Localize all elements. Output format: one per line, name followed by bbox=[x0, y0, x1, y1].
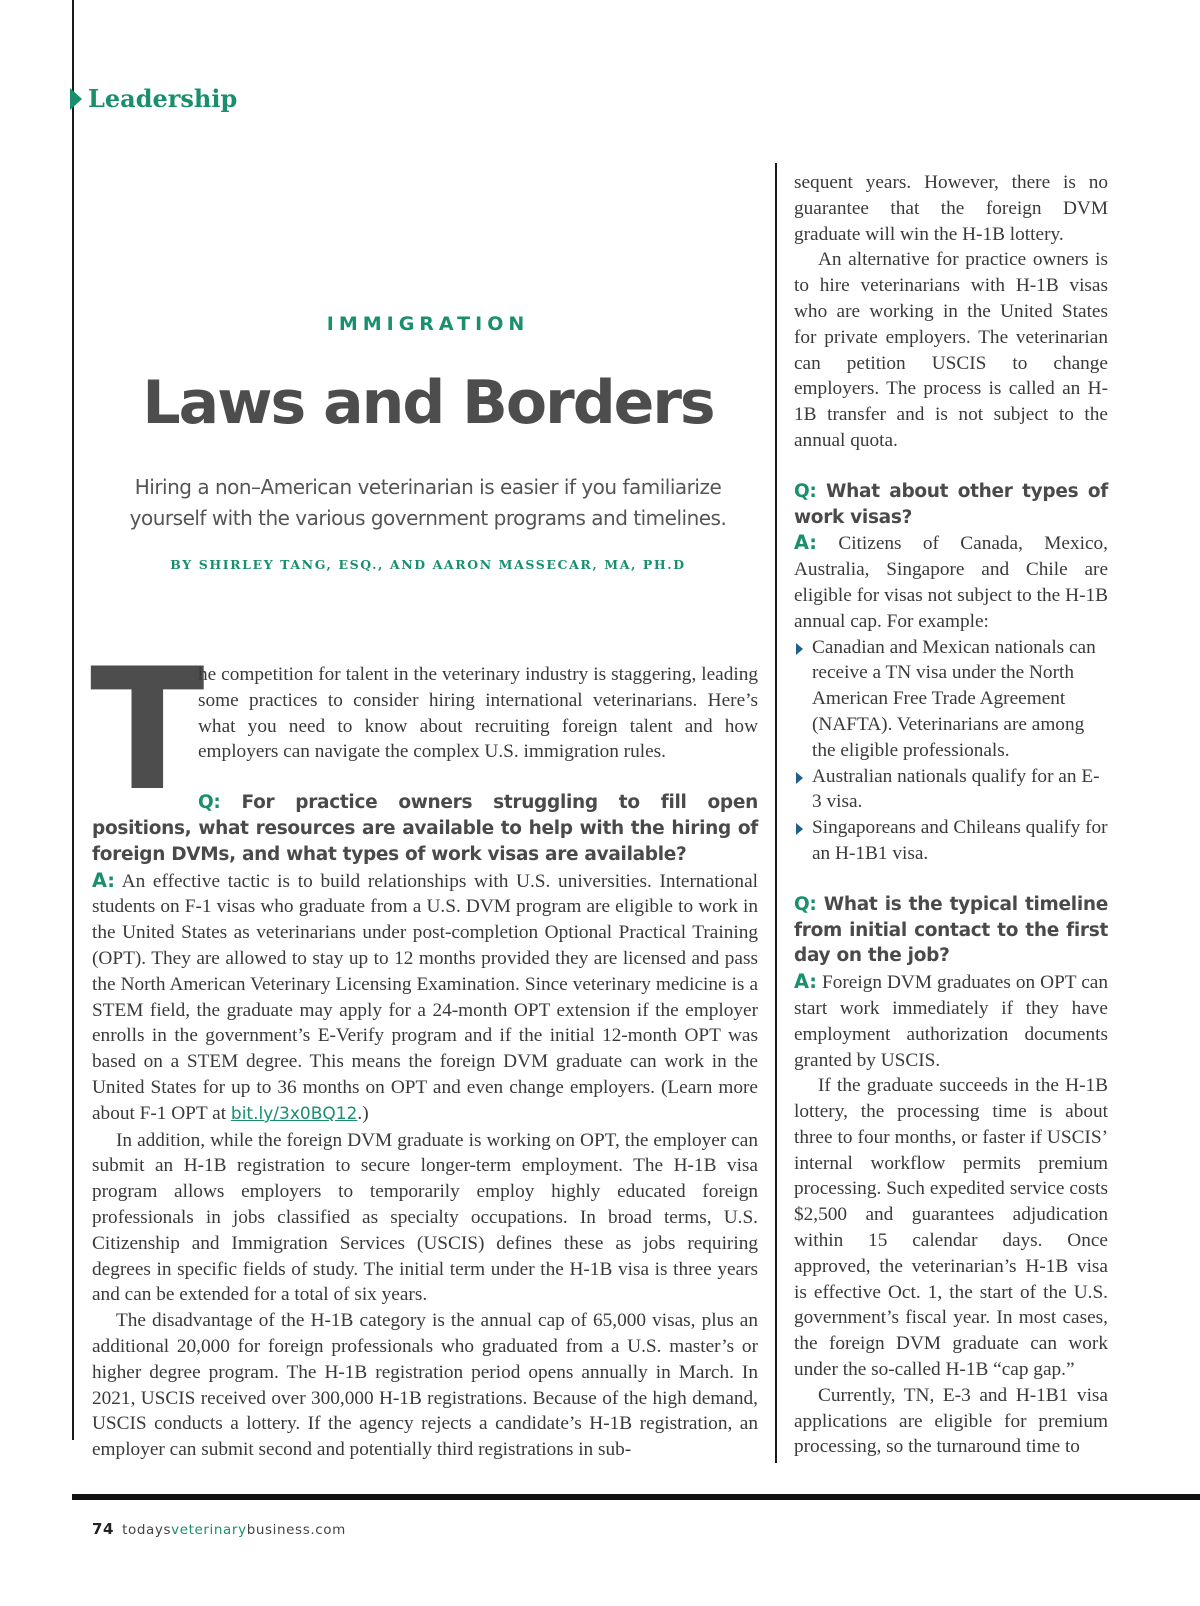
left-margin-rule bbox=[72, 0, 74, 1440]
premium-paragraph: Currently, TN, E-3 and H-1B1 visa applications are eligible for premium processing, so the turnaround time to bbox=[794, 1384, 1108, 1458]
a-marker: A: bbox=[794, 531, 817, 555]
play-triangle-icon bbox=[70, 88, 82, 110]
answer-1-close: .) bbox=[357, 1102, 369, 1124]
question-3-text: What is the typical timeline from initial contact to the first day on the job? bbox=[794, 893, 1108, 967]
opt-link[interactable]: bit.ly/3x0BQ12 bbox=[230, 1103, 358, 1124]
answer-2 bbox=[794, 530, 1108, 634]
answer-1 bbox=[92, 868, 758, 1128]
a-marker: A: bbox=[794, 970, 817, 994]
page-number: 74 bbox=[92, 1520, 115, 1538]
kicker: IMMIGRATION bbox=[326, 313, 530, 335]
q-marker: Q: bbox=[794, 480, 817, 502]
footer-rule bbox=[72, 1494, 1200, 1500]
byline: BY SHIRLEY TANG, ESQ., AND AARON MASSECAR, MA, PH.D bbox=[170, 557, 686, 572]
column-divider bbox=[775, 163, 777, 1463]
list-item: Canadian and Mexican nationals can receive a TN visa under the North American Free Trade Agreement (NAFTA). Veterinarians are among the eligible professionals. bbox=[794, 635, 1108, 764]
list-item: Singaporeans and Chileans qualify for an H-1B1 visa. bbox=[794, 815, 1108, 867]
section-label: Leadership bbox=[88, 84, 238, 113]
section-tag bbox=[72, 84, 237, 113]
visa-list bbox=[794, 635, 1108, 867]
question-3 bbox=[794, 892, 1108, 969]
q-marker: Q: bbox=[794, 893, 817, 915]
question-2 bbox=[794, 479, 1108, 531]
question-2-text: What about other types of work visas? bbox=[794, 480, 1108, 528]
right-column bbox=[794, 170, 1108, 1460]
left-column bbox=[90, 632, 758, 1463]
answer-2-text: Citizens of Canada, Mexico, Australia, Singapore and Chile are eligible for visas not subject to the H-1B annual cap. For example: bbox=[794, 533, 1108, 632]
answer-3-text: Foreign DVM graduates on OPT can start work immediately if they have employment authorization documents granted by USCIS. bbox=[794, 972, 1108, 1071]
site-highlight: veterinary bbox=[171, 1522, 247, 1538]
continuation-paragraph: sequent years. However, there is no guarantee that the foreign DVM graduate will win the H-1B lottery. bbox=[794, 172, 1108, 245]
answer-3 bbox=[794, 969, 1108, 1073]
deck: Hiring a non–American veterinarian is easier if you familiarize yourself with the various government programs and timelines. bbox=[129, 475, 727, 530]
site-suffix: business.com bbox=[246, 1522, 346, 1538]
site-prefix: todays bbox=[122, 1522, 172, 1538]
q-marker: Q: bbox=[198, 792, 221, 814]
question-1-text: For practice owners struggling to fill open positions, what resources are available to help with the hiring of foreign DVMs, and what types of work visas are available? bbox=[92, 792, 758, 865]
answer-1-text: An effective tactic is to build relationships with U.S. universities. International students on F-1 visas who graduate from a U.S. DVM program are eligible to work in the United States as veterinarians under post-completion Optional Practical Training (OPT). They are allowed to stay up to 12 months provided they are licensed and pass the North American Veterinary Licensing Examination. Since veterinary medicine is a STEM field, the graduate may apply for a 24-month OPT extension if the employer enrolls in the government’s E-Verify program and if the initial 12-month OPT was based on a STEM degree. This means the foreign DVM graduate can work in the United States for up to 36 months on OPT and even change employers. (Learn more about F-1 OPT at bbox=[92, 870, 758, 1124]
list-item: Australian nationals qualify for an E-3 visa. bbox=[794, 764, 1108, 816]
headline: Laws and Borders bbox=[142, 368, 714, 438]
page-footer bbox=[92, 1520, 346, 1538]
a-marker: A: bbox=[92, 868, 115, 892]
alternative-paragraph: An alternative for practice owners is to hire veterinarians with H-1B visas who are working in the United States for private employers. The veterinarian can petition USCIS to change employers. The process is called an H-1B transfer and is not subject to the annual quota. bbox=[794, 249, 1108, 451]
drop-cap: T bbox=[90, 632, 205, 828]
paragraph-2: In addition, while the foreign DVM graduate is working on OPT, the employer can submit an H-1B registration to secure longer-term employment. The H-1B visa program allows employers to temporarily employ highly educated foreign professionals in jobs classified as specialty occupations. In broad terms, U.S. Citizenship and Immigration Services (USCIS) defines these as jobs requiring degrees in specific fields of study. The initial term under the H-1B visa is three years and can be extended for a total of six years. bbox=[92, 1129, 758, 1306]
paragraph-3: The disadvantage of the H-1B category is the annual cap of 65,000 visas, plus an additional 20,000 for foreign professionals who graduated from a U.S. master’s or higher degree program. The H-1B registration period opens annually in March. In 2021, USCIS received over 300,000 H-1B registrations. Because of the high demand, USCIS conducts a lottery. If the agency rejects a candidate’s H-1B registration, an employer can submit second and potentially third registrations in sub- bbox=[92, 1310, 758, 1461]
intro-paragraph: he competition for talent in the veterinary industry is staggering, leading some practices to consider hiring international veterinarians. Here’s what you need to know about recruiting foreign talent and how employers can navigate the complex U.S. immigration rules. bbox=[198, 664, 758, 763]
lottery-paragraph: If the graduate succeeds in the H-1B lottery, the processing time is about three to four months, or faster if USCIS’ internal workflow permits premium processing. Such expedited service costs $2,500 and guarantees adjudication within 15 calendar days. Once approved, the veterinarian’s H-1B visa is effective Oct. 1, the start of the U.S. government’s fiscal year. In most cases, the foreign DVM graduate can work under the so-called H-1B “cap gap.” bbox=[794, 1075, 1108, 1381]
